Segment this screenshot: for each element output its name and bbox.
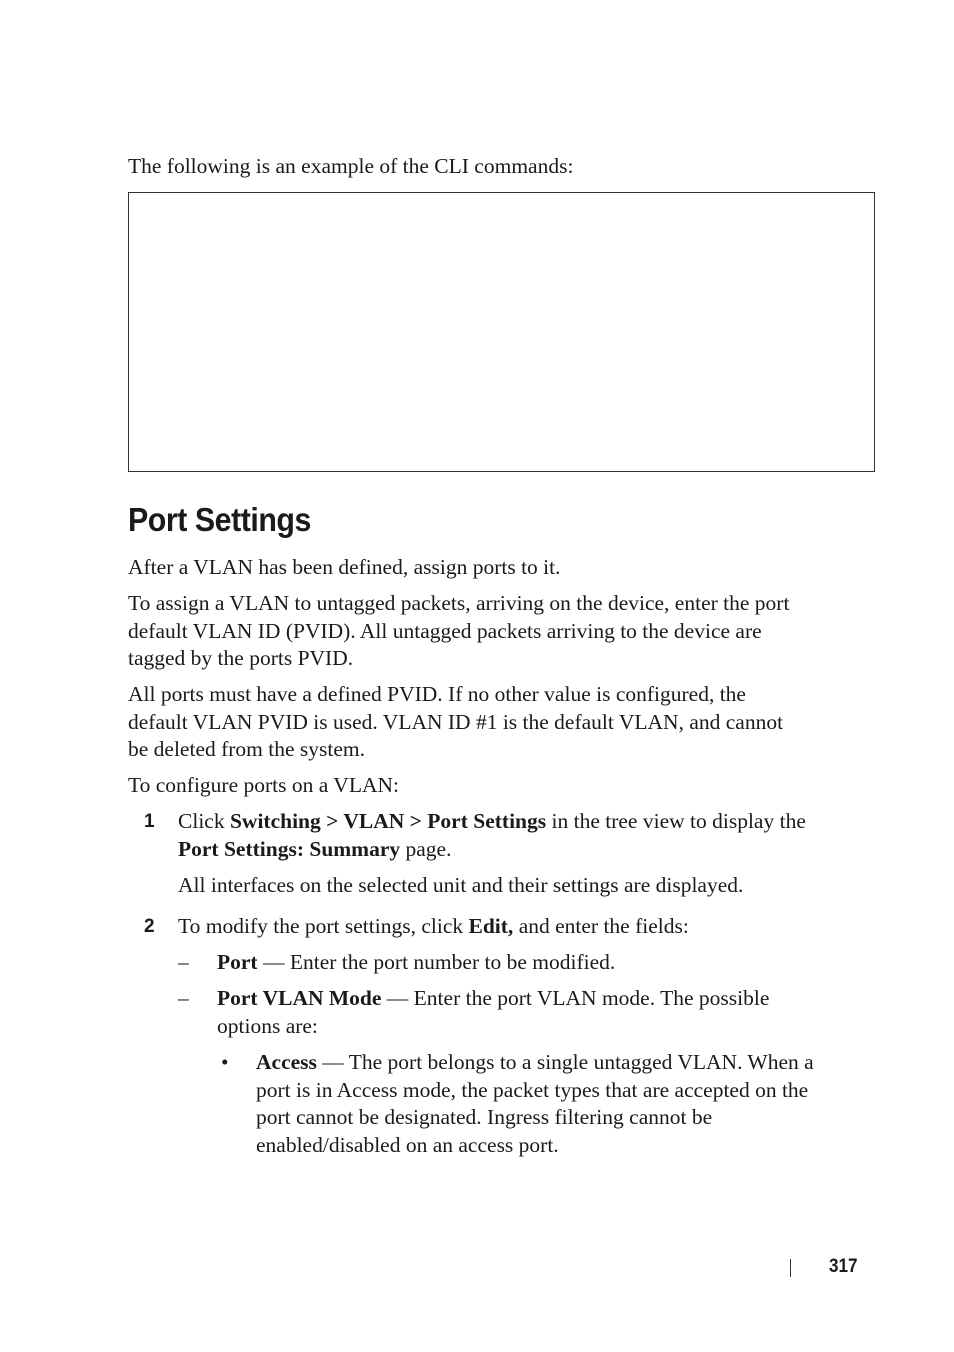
page-number: 317 bbox=[829, 1256, 858, 1277]
bullet-1-term: Access bbox=[256, 1050, 317, 1074]
step-1-page-suffix: page. bbox=[400, 836, 452, 861]
paragraph-2 bbox=[128, 590, 789, 673]
paragraph-3-line-3: be deleted from the system. bbox=[128, 737, 366, 761]
step-1-line-1 bbox=[178, 808, 806, 836]
step-1-menu-path: Switching > VLAN > Port Settings bbox=[229, 809, 547, 833]
bullet-1-desc: — The port belongs to a single untagged VLAN. When a bbox=[316, 1050, 814, 1074]
dash-2-line-2: options are: bbox=[217, 1013, 318, 1038]
intro-text: The following is an example of the CLI commands: bbox=[128, 154, 574, 178]
paragraph-3 bbox=[128, 681, 783, 764]
footer-divider bbox=[790, 1259, 791, 1277]
paragraph-2-line-3: tagged by the ports PVID. bbox=[128, 646, 354, 670]
paragraph-1: After a VLAN has been defined, assign ports to it. bbox=[128, 555, 561, 579]
step-1-page-name: Port Settings: Summary bbox=[178, 836, 401, 861]
step-1-number: 1 bbox=[144, 811, 155, 832]
dash-2-line-1 bbox=[217, 985, 769, 1013]
bullet-1-text bbox=[256, 1049, 814, 1159]
bullet-1-line-3: port cannot be designated. Ingress filtering cannot be bbox=[256, 1105, 713, 1129]
step-1 bbox=[178, 808, 806, 863]
paragraph-3-line-1: All ports must have a defined PVID. If no other value is configured, the bbox=[128, 682, 746, 706]
dash-2-term: Port VLAN Mode bbox=[217, 986, 382, 1010]
step-2-rest: and enter the fields: bbox=[513, 914, 689, 938]
step-2-number: 2 bbox=[144, 916, 155, 937]
paragraph-4: To configure ports on a VLAN: bbox=[128, 773, 399, 797]
bullet-1-line-2: port is in Access mode, the packet types that are accepted on the bbox=[256, 1077, 809, 1102]
dash-2-marker: – bbox=[178, 986, 189, 1010]
bullet-1-marker: • bbox=[221, 1050, 229, 1074]
step-2-edit-label: Edit, bbox=[468, 914, 514, 938]
paragraph-2-line-2: default VLAN ID (PVID). All untagged packets arriving to the device are bbox=[128, 618, 762, 643]
step-2-text bbox=[178, 913, 689, 941]
dash-2-text bbox=[217, 985, 769, 1040]
step-2-lead: To modify the port settings, click bbox=[178, 914, 469, 938]
cli-example-box bbox=[128, 192, 875, 472]
bullet-1-line-1 bbox=[256, 1049, 814, 1077]
dash-2-desc: — Enter the port VLAN mode. The possible bbox=[381, 986, 770, 1010]
dash-1-text bbox=[217, 949, 615, 977]
paragraph-3-line-2: default VLAN PVID is used. VLAN ID #1 is the default VLAN, and cannot bbox=[128, 709, 784, 734]
step-1-rest-text: in the tree view to display the bbox=[546, 809, 806, 833]
dash-1-term: Port bbox=[217, 950, 258, 974]
step-1-click-text: Click bbox=[178, 809, 230, 833]
dash-1-desc: — Enter the port number to be modified. bbox=[257, 950, 616, 974]
step-1-note: All interfaces on the selected unit and their settings are displayed. bbox=[178, 873, 744, 897]
bullet-1-line-4: enabled/disabled on an access port. bbox=[256, 1132, 559, 1157]
paragraph-2-line-1: To assign a VLAN to untagged packets, arriving on the device, enter the port bbox=[128, 591, 790, 615]
step-1-line-2 bbox=[178, 836, 806, 864]
section-heading: Port Settings bbox=[128, 501, 311, 538]
dash-1-marker: – bbox=[178, 950, 189, 974]
